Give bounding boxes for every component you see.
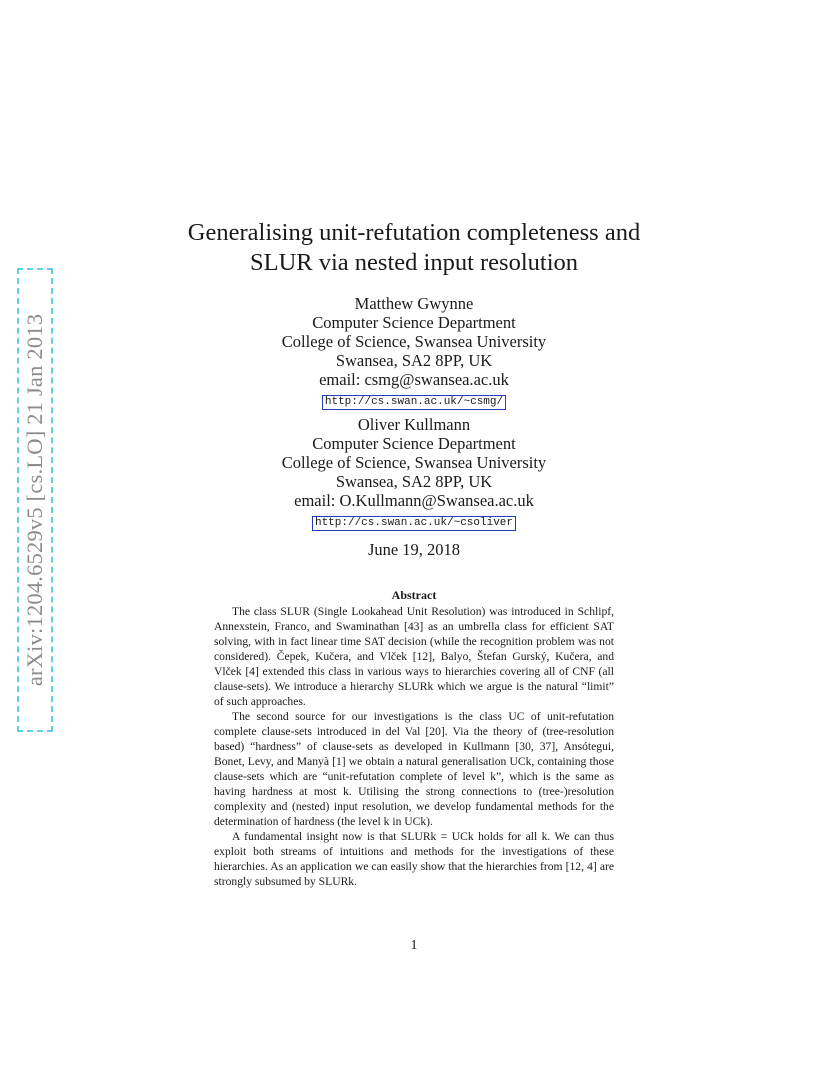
page-number: 1 [410, 938, 418, 953]
abstract-paragraph-3: A fundamental insight now is that SLURk = UCk holds for all k. We can thus exploit both streams of intuitions and methods for the investigations of these hierarchies. As an application we can easily show that the hierarchies from [12, 4] are strongly subsumed by SLURk. [214, 830, 614, 888]
author-email: email: csmg@swansea.ac.uk [319, 370, 509, 389]
author-name: Matthew Gwynne [354, 294, 474, 313]
abstract-body [214, 604, 614, 889]
author-college: College of Science, Swansea University [281, 453, 547, 472]
author-block-1 [200, 294, 628, 410]
abstract-heading: Abstract [391, 588, 437, 602]
author-email: email: O.Kullmann@Swansea.ac.uk [294, 491, 534, 510]
arxiv-stamp [17, 268, 53, 732]
author-name: Oliver Kullmann [357, 415, 471, 434]
author-url-link[interactable]: http://cs.swan.ac.uk/~csmg/ [322, 395, 506, 410]
abstract-paragraph-1: The class SLUR (Single Lookahead Unit Resolution) was introduced in Schlipf, Annexstein, Franco, and Swaminathan [43] as an umbrella class for efficient SAT solving, with in fact linear time SAT decision (while the recognition problem was not considered). Čepek, Kučera, and Vlček [12], Balyo, Štefan Gurský, Kučera, and Vlček [4] extended this class in various ways to hierarchies covering all of CNF (all clause-sets). We introduce a hierarchy SLURk which we argue is the natural “limit” of such approaches. [214, 605, 614, 708]
author-address: Swansea, SA2 8PP, UK [335, 351, 493, 370]
arxiv-identifier: arXiv:1204.6529v5 [cs.LO] 21 Jan 2013 [22, 313, 47, 687]
paper-title [150, 218, 678, 278]
author-address: Swansea, SA2 8PP, UK [335, 472, 493, 491]
author-url-link[interactable]: http://cs.swan.ac.uk/~csoliver [312, 516, 516, 531]
title-line-2: SLUR via nested input resolution [250, 249, 578, 276]
abstract-paragraph-2: The second source for our investigations is the class UC of unit-refutation complete clause-sets introduced in del Val [20]. Via the theory of (tree-resolution based) “hardness” of clause-sets as developed in Kullmann [30, 37], Ansótegui, Bonet, Levy, and Manyà [1] we obtain a natural generalisation UCk, containing those clause-sets which are “unit-refutation complete of level k”, which is the same as having hardness at most k. Utilising the strong connections to (tree-)resolution complexity and (nested) input resolution, we develop fundamental methods for the determination of hardness (the level k in UCk). [214, 710, 614, 828]
paper-date: June 19, 2018 [367, 540, 461, 559]
author-college: College of Science, Swansea University [281, 332, 547, 351]
author-block-2 [200, 415, 628, 531]
author-department: Computer Science Department [312, 434, 516, 453]
title-line-1: Generalising unit-refutation completeness and [187, 219, 641, 246]
author-department: Computer Science Department [312, 313, 516, 332]
